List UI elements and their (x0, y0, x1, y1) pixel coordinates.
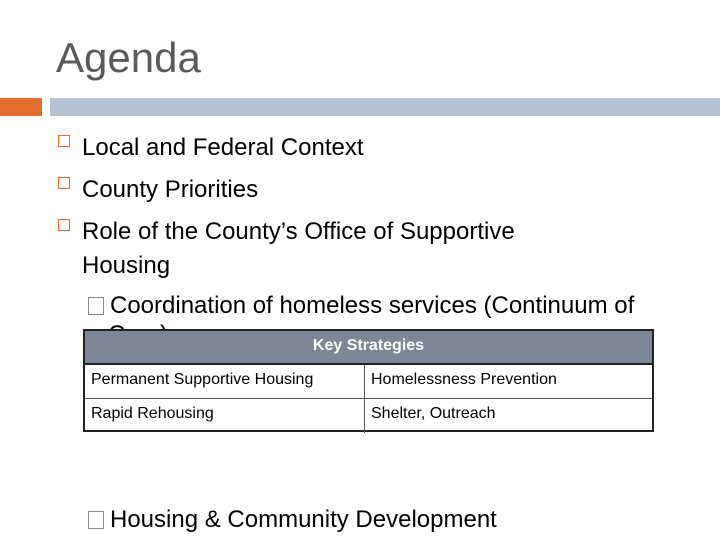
table-cell: Rapid Rehousing (85, 399, 365, 433)
bullet-text: Local and Federal Context (82, 134, 364, 161)
table-cell: Shelter, Outreach (371, 405, 496, 422)
table-header: Key Strategies (85, 331, 652, 365)
sub-bullet-item (88, 506, 497, 534)
slide-title: Agenda (56, 34, 201, 81)
sub-bullet-text: Housing & Community Development (110, 506, 497, 533)
checkbox-bullet-icon (88, 297, 104, 315)
table-cell: Permanent Supportive Housing (85, 365, 365, 398)
table-row (85, 399, 652, 433)
sub-bullet-item (88, 292, 634, 320)
checkbox-bullet-icon (88, 511, 104, 529)
sub-bullet-text: Coordination of homeless services (Continuum of (110, 292, 635, 319)
accent-bar (0, 98, 42, 116)
square-bullet-icon (58, 177, 70, 189)
bullet-text: County Priorities (82, 176, 259, 203)
key-strategies-table (83, 329, 654, 432)
square-bullet-icon (58, 219, 70, 231)
title-underline-band (50, 98, 720, 116)
square-bullet-icon (58, 135, 70, 147)
bullet-text-continued: Housing (82, 252, 171, 279)
bullet-text: Role of the County’s Office of Supportive (82, 218, 515, 245)
table-cell: Homelessness Prevention (371, 371, 557, 388)
table-row (85, 365, 652, 399)
